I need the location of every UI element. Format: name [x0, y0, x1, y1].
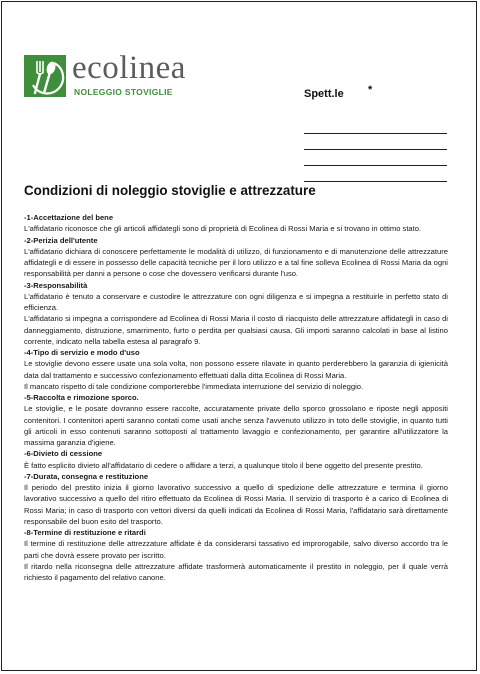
section-paragraph: Le stoviglie, e le posate dovranno essere raccolte, accuratamente private dello sporco grossolano e riposte negli appositi contenitori. I contenitori aperti saranno contati come usati anche senza l'avvenuto utilizzo in toto delle stoviglie, in quanto tutti gli articoli in esso contenuti saranno sottoposti al trattamento lavaggio e confezionamento, per garantire all'utilizzatore la massima garanzia d'igiene.: [24, 404, 448, 447]
cutlery-icon: [24, 55, 66, 97]
section-paragraph: È fatto esplicito divieto all'affidatario di cedere o affidare a terzi, a qualunque titolo il bene oggetto del presente prestito.: [24, 460, 423, 470]
document-page: [1, 1, 477, 671]
section-paragraph: L'affidatario è tenuto a conservare e custodire le attrezzature con ogni diligenza e si impegna a restituirle in perfetto stato di efficienza.: [24, 291, 448, 312]
address-line-3[interactable]: [304, 165, 447, 166]
section-heading: -4-Tipo di servizio e modo d'uso: [24, 348, 140, 357]
section-paragraph: Il ritardo nella riconsegna delle attrezzature affidate trasformerà automaticamente il prestito in noleggio, per il quale verrà richiesto il pagamento del relativo canone.: [24, 561, 448, 582]
logo-tagline: NOLEGGIO STOVIGLIE: [74, 87, 173, 97]
section-heading: -5-Raccolta e rimozione sporco.: [24, 393, 139, 402]
address-line-2[interactable]: [304, 149, 447, 150]
section-paragraph: Il periodo del prestito inizia il giorno lavorativo successivo a quello di spedizione delle attrezzature e termina il giorno lavorativo successivo a quello del ritiro effettuato da Ecolinea di Rossi Maria. Il servizio di trasporto è a carico di Ecolinea di Rossi Maria; in caso di trasporto con vettori diversi da quelli indicati da Ecolinea di Rossi Maria, l'affidatario sarà direttamente responsabile del buon esito del trasporto.: [24, 483, 448, 526]
section-paragraph: Le stoviglie devono essere usate una sola volta, non possono essere rilavate in quanto perderebbero la garanzia di igienicità data dal trattamento e successivo confezionamento effettuati dalla ditta Ecolinea di Rossi Maria.: [24, 359, 448, 380]
section-paragraph: Il termine di restituzione delle attrezzature affidate è da considerarsi tassativo ed improrogabile, salvo diverso accordo tra le parti che dovrà essere provato per iscritto.: [24, 539, 448, 560]
section-paragraph: L'affidatario dichiara di conoscere perfettamente le modalità di utilizzo, di funzionamento e di manutenzione delle attrezzature affidategli e di essere in possesso delle capacità tecniche per il loro utilizzo e a tal fine solleva Ecolinea di Rossi Maria da ogni responsabilità per danni a persone o cose che dovessero verificarsi durante l'uso.: [24, 246, 448, 279]
section-heading: -7-Durata, consegna e restituzione: [24, 471, 149, 481]
address-line-1[interactable]: [304, 133, 447, 134]
ecolinea-logo: [24, 50, 214, 102]
section-heading: -3-Responsabilità: [24, 280, 88, 290]
logo-wordmark: ecolinea: [72, 50, 186, 86]
section-heading: -2-Perizia dell'utente: [24, 235, 98, 245]
recipient-label: Spett.le: [304, 88, 344, 100]
section-heading: -6-Divieto di cessione: [24, 449, 103, 459]
section-heading: -8-Termine di restituzione e ritardi: [24, 528, 146, 537]
section-paragraph: L'affidatario si impegna a corrispondere ad Ecolinea di Rossi Maria il costo di riacquisto delle attrezzature affidategli in caso di danneggiamento, distruzione, smarrimento, furto o perdita per qualsiasi causa. Gli importi saranno calcolati in base al listino corrente, indicato nella tabella estesa al paragrafo 9.: [24, 314, 448, 346]
section-heading: -1-Accettazione del bene: [24, 213, 114, 222]
recipient-asterisk: *: [368, 84, 373, 96]
terms-body: [24, 212, 448, 583]
document-title: Condizioni di noleggio stoviglie e attrezzature: [24, 183, 316, 198]
section-paragraph: L'affidatario riconosce che gli articoli affidategli sono di proprietà di Ecolinea di Rossi Maria e si trovano in ottimo stato.: [24, 224, 422, 234]
section-paragraph: Il mancato rispetto di tale condizione comporterebbe l'immediata interruzione del servizio di noleggio.: [24, 381, 364, 391]
address-line-4[interactable]: [304, 181, 447, 182]
